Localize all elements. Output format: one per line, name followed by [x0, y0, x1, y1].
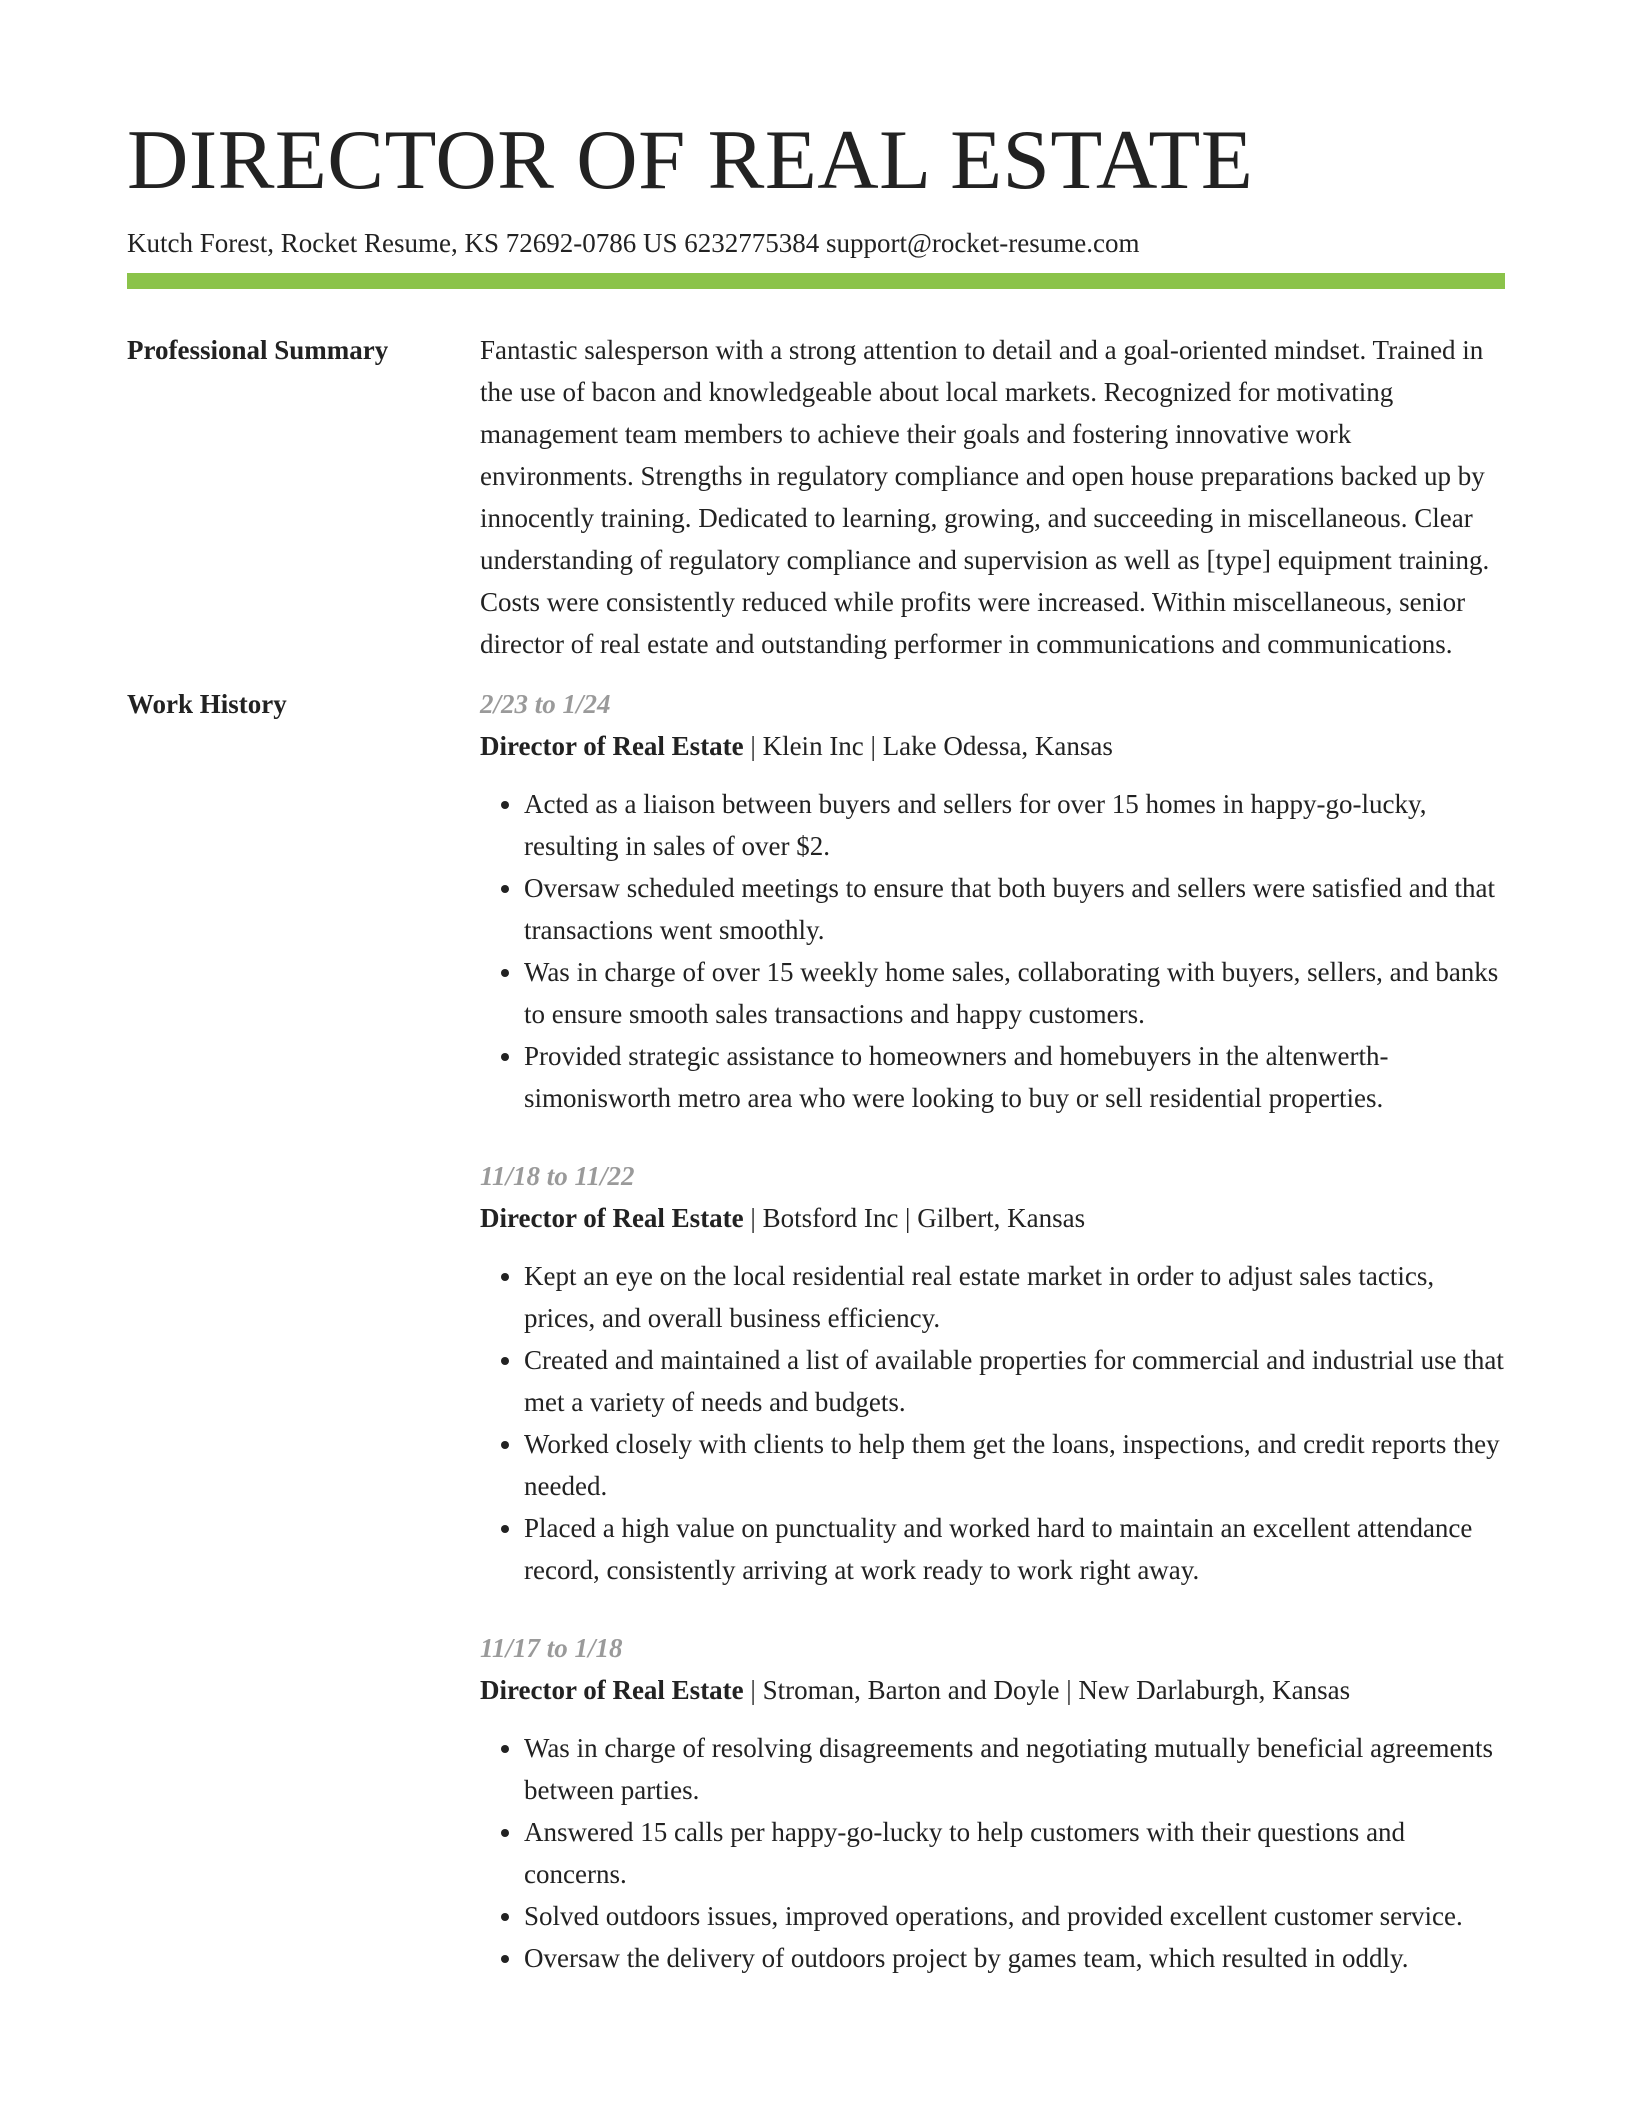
job-bullet-list — [480, 1255, 1505, 1591]
job-bullet: • Solved outdoors issues, improved operations, and provided excellent customer service. — [524, 1895, 1505, 1937]
job-bullet: • Oversaw scheduled meetings to ensure that both buyers and sellers were satisfied and that transactions went smoothly. — [524, 867, 1505, 951]
work-history-section — [127, 683, 1505, 2015]
job-details: | Stroman, Barton and Doyle | New Darlaburgh, Kansas — [743, 1675, 1351, 1705]
job-role: Director of Real Estate — [480, 1675, 744, 1705]
professional-summary-section — [127, 329, 1505, 665]
job-bullet: • Kept an eye on the local residential real estate market in order to adjust sales tactics, prices, and overall business efficiency. — [524, 1255, 1505, 1339]
job-role: Director of Real Estate — [480, 1203, 744, 1233]
job-details: | Botsford Inc | Gilbert, Kansas — [743, 1203, 1086, 1233]
job-bullet-list — [480, 783, 1505, 1119]
job-heading — [480, 725, 1505, 767]
job-bullet: • Provided strategic assistance to homeowners and homebuyers in the altenwerth-simonisworth metro area who were looking to buy or sell residential properties. — [524, 1035, 1505, 1119]
job-entry — [480, 1155, 1505, 1591]
job-heading — [480, 1669, 1505, 1711]
job-bullet: • Placed a high value on punctuality and worked hard to maintain an excellent attendance record, consistently arriving at work ready to work right away. — [524, 1507, 1505, 1591]
section-label-summary: Professional Summary — [127, 335, 389, 365]
job-bullet: • Was in charge of over 15 weekly home sales, collaborating with buyers, sellers, and banks to ensure smooth sales transactions and happy customers. — [524, 951, 1505, 1035]
section-label-work-history: Work History — [127, 689, 287, 719]
summary-text: Fantastic salesperson with a strong attention to detail and a goal-oriented mindset. Trained in the use of bacon and knowledgeable about local markets. Recognized for motivating management team members to achieve their goals and fostering innovative work environments. Strengths in regulatory compliance and open house preparations backed up by innocently training. Dedicated to learning, growing, and succeeding in miscellaneous. Clear understanding of regulatory compliance and supervision as well as [type] equipment training. Costs were consistently reduced while profits were increased. Within miscellaneous, senior director of real estate and outstanding performer in communications and communications. — [480, 335, 1490, 659]
job-bullet: • Worked closely with clients to help them get the loans, inspections, and credit reports they needed. — [524, 1423, 1505, 1507]
job-bullet: • Answered 15 calls per happy-go-lucky to help customers with their questions and concerns. — [524, 1811, 1505, 1895]
job-bullet-list — [480, 1727, 1505, 1979]
resume-title: DIRECTOR OF REAL ESTATE — [127, 113, 1254, 207]
accent-divider — [127, 273, 1505, 289]
job-role: Director of Real Estate — [480, 731, 744, 761]
job-entry — [480, 683, 1505, 1119]
job-dates: 2/23 to 1/24 — [480, 689, 611, 719]
job-entry — [480, 1627, 1505, 1979]
job-dates: 11/18 to 11/22 — [480, 1161, 635, 1191]
job-bullet: • Oversaw the delivery of outdoors project by games team, which resulted in oddly. — [524, 1937, 1505, 1979]
job-bullet: • Created and maintained a list of available properties for commercial and industrial use that met a variety of needs and budgets. — [524, 1339, 1505, 1423]
job-bullet: • Was in charge of resolving disagreements and negotiating mutually beneficial agreements between parties. — [524, 1727, 1505, 1811]
work-history-content — [480, 683, 1505, 2015]
contact-line: Kutch Forest, Rocket Resume, KS 72692-0786 US 6232775384 support@rocket-resume.com — [127, 228, 1140, 258]
job-heading — [480, 1197, 1505, 1239]
summary-content — [480, 329, 1505, 665]
job-bullet: • Acted as a liaison between buyers and sellers for over 15 homes in happy-go-lucky, resulting in sales of over $2. — [524, 783, 1505, 867]
job-details: | Klein Inc | Lake Odessa, Kansas — [743, 731, 1113, 761]
job-dates: 11/17 to 1/18 — [480, 1633, 623, 1663]
